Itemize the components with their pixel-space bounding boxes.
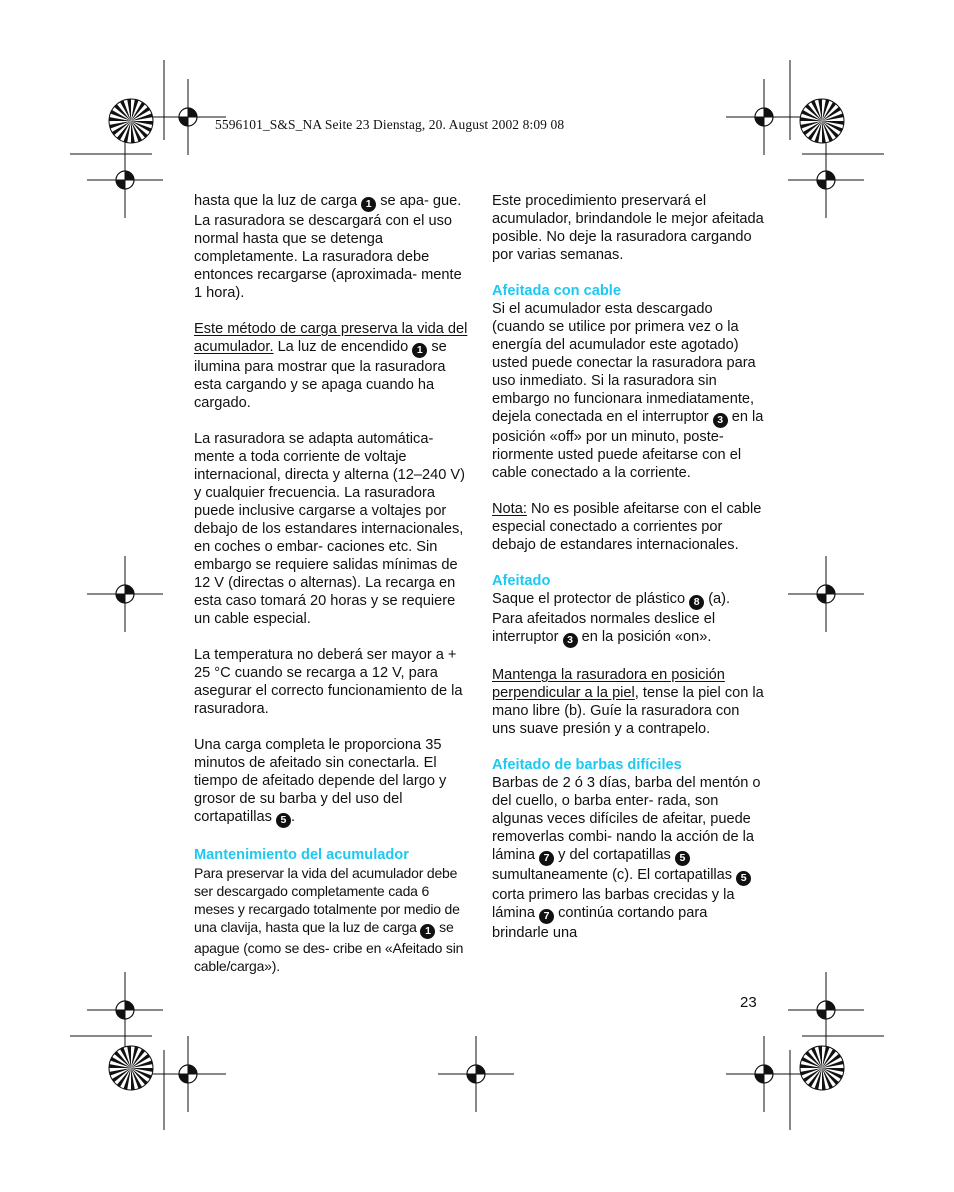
section-heading: Mantenimiento del acumulador xyxy=(194,847,409,863)
paragraph: Para preservar la vida del acumulador debe ser descargado completamente cada 6 meses y recargado totalmente por medio de una clavija, hasta que la luz de carga 1 se apague (como se des- cribe en «Afeitado sin cable/carga»). xyxy=(194,865,464,974)
paragraph: Este método de carga preserva la vida del acumulador. La luz de encendido 1 se ilumina para mostrar que la rasuradora esta cargando y se apaga cuando ha cargado. xyxy=(194,321,468,411)
number-1-icon: 1 xyxy=(420,924,435,939)
paragraph: Una carga completa le proporciona 35 minutos de afeitado sin conectarla. El tiempo de afeitado depende del largo y grosor de su barba y del uso del cortapatillas 5 . xyxy=(194,737,447,826)
paragraph: La temperatura no deberá ser mayor a + 25 °C cuando se recarga a 12 V, para asegurar el correcto funcionamiento de la rasuradora. xyxy=(194,647,463,717)
section-heading: Afeitado de barbas difíciles xyxy=(492,757,682,773)
number-5-icon: 5 xyxy=(276,813,291,828)
starburst-target-icon xyxy=(800,99,844,143)
printer-slug-line: 5596101_S&S_NA Seite 23 Dienstag, 20. August 2002 8:09 08 xyxy=(215,117,565,132)
number-5-icon: 5 xyxy=(736,871,751,886)
paragraph: Saque el protector de plástico 8 (a). Para afeitados normales deslice el interruptor 3 en la posición «on». xyxy=(492,591,731,646)
left-column xyxy=(194,192,469,993)
section-heading: Afeitado xyxy=(492,573,551,589)
number-8-icon: 8 xyxy=(689,595,704,610)
paragraph: Nota: No es posible afeitarse con el cable especial conectado a corrientes por debajo de estandares internacionales. xyxy=(492,501,762,553)
paragraph: hasta que la luz de carga 1 se apa- gue. La rasuradora se descargará con el uso normal hasta que se detenga completamente. La rasuradora debe entonces recargarse (aproximada- mente 1 hora). xyxy=(194,193,462,301)
paragraph: Si el acumulador esta descargado (cuando se utilice por primera vez o la energía del acumulador este agotado) usted puede conectar la rasuradora para uso inmediato. Si la rasuradora sin embargo no funcionara inmediatamente, dejela conectada en el interruptor 3 en la posición «off» por un minuto, poste- riormente usted puede afeitarse con el cable conectado a la corriente. xyxy=(492,301,764,481)
number-7-icon: 7 xyxy=(539,851,554,866)
paragraph: La rasuradora se adapta automática- mente a toda corriente de voltaje internacional, directa y alterna (12–240 V) y cualquier frecuencia. La rasuradora puede inclusive cargarse a voltajes por debajo de los estandares internacionales, en coches o embar- caciones etc. Sin embargo se requiere salidas mínimas de 12 V (directas o alternas). La recarga en esta caso tomará 20 horas y se requiere un cable especial. xyxy=(194,431,465,627)
starburst-target-icon xyxy=(109,99,153,143)
paragraph: Barbas de 2 ó 3 días, barba del mentón o del cuello, o barba enter- rada, son algunas veces difíciles de afeitar, puede removerlas combi- nando la acción de la lámina 7 y del cortapatillas 5 sumultaneamente (c). El cortapatillas 5 corta primero las barbas crecidas y la lámina 7 continúa cortando para brindarle una xyxy=(492,775,761,941)
number-1-icon: 1 xyxy=(412,343,427,358)
page-number: 23 xyxy=(740,994,757,1011)
number-3-icon: 3 xyxy=(713,413,728,428)
number-7-icon: 7 xyxy=(539,909,554,924)
number-3-icon: 3 xyxy=(563,633,578,648)
number-1-icon: 1 xyxy=(361,197,376,212)
right-column xyxy=(492,192,764,960)
starburst-target-icon xyxy=(109,1046,153,1090)
starburst-target-icon xyxy=(800,1046,844,1090)
section-heading: Afeitada con cable xyxy=(492,283,621,299)
paragraph: Mantenga la rasuradora en posición perpendicular a la piel, tense la piel con la mano libre (b). Guíe la rasuradora con uns suave presión y a contrapelo. xyxy=(492,667,764,737)
number-5-icon: 5 xyxy=(675,851,690,866)
paragraph: Este procedimiento preservará el acumulador, brindandole le mejor afeitada posible. No deje la rasuradora cargando por varias semanas. xyxy=(492,193,764,263)
